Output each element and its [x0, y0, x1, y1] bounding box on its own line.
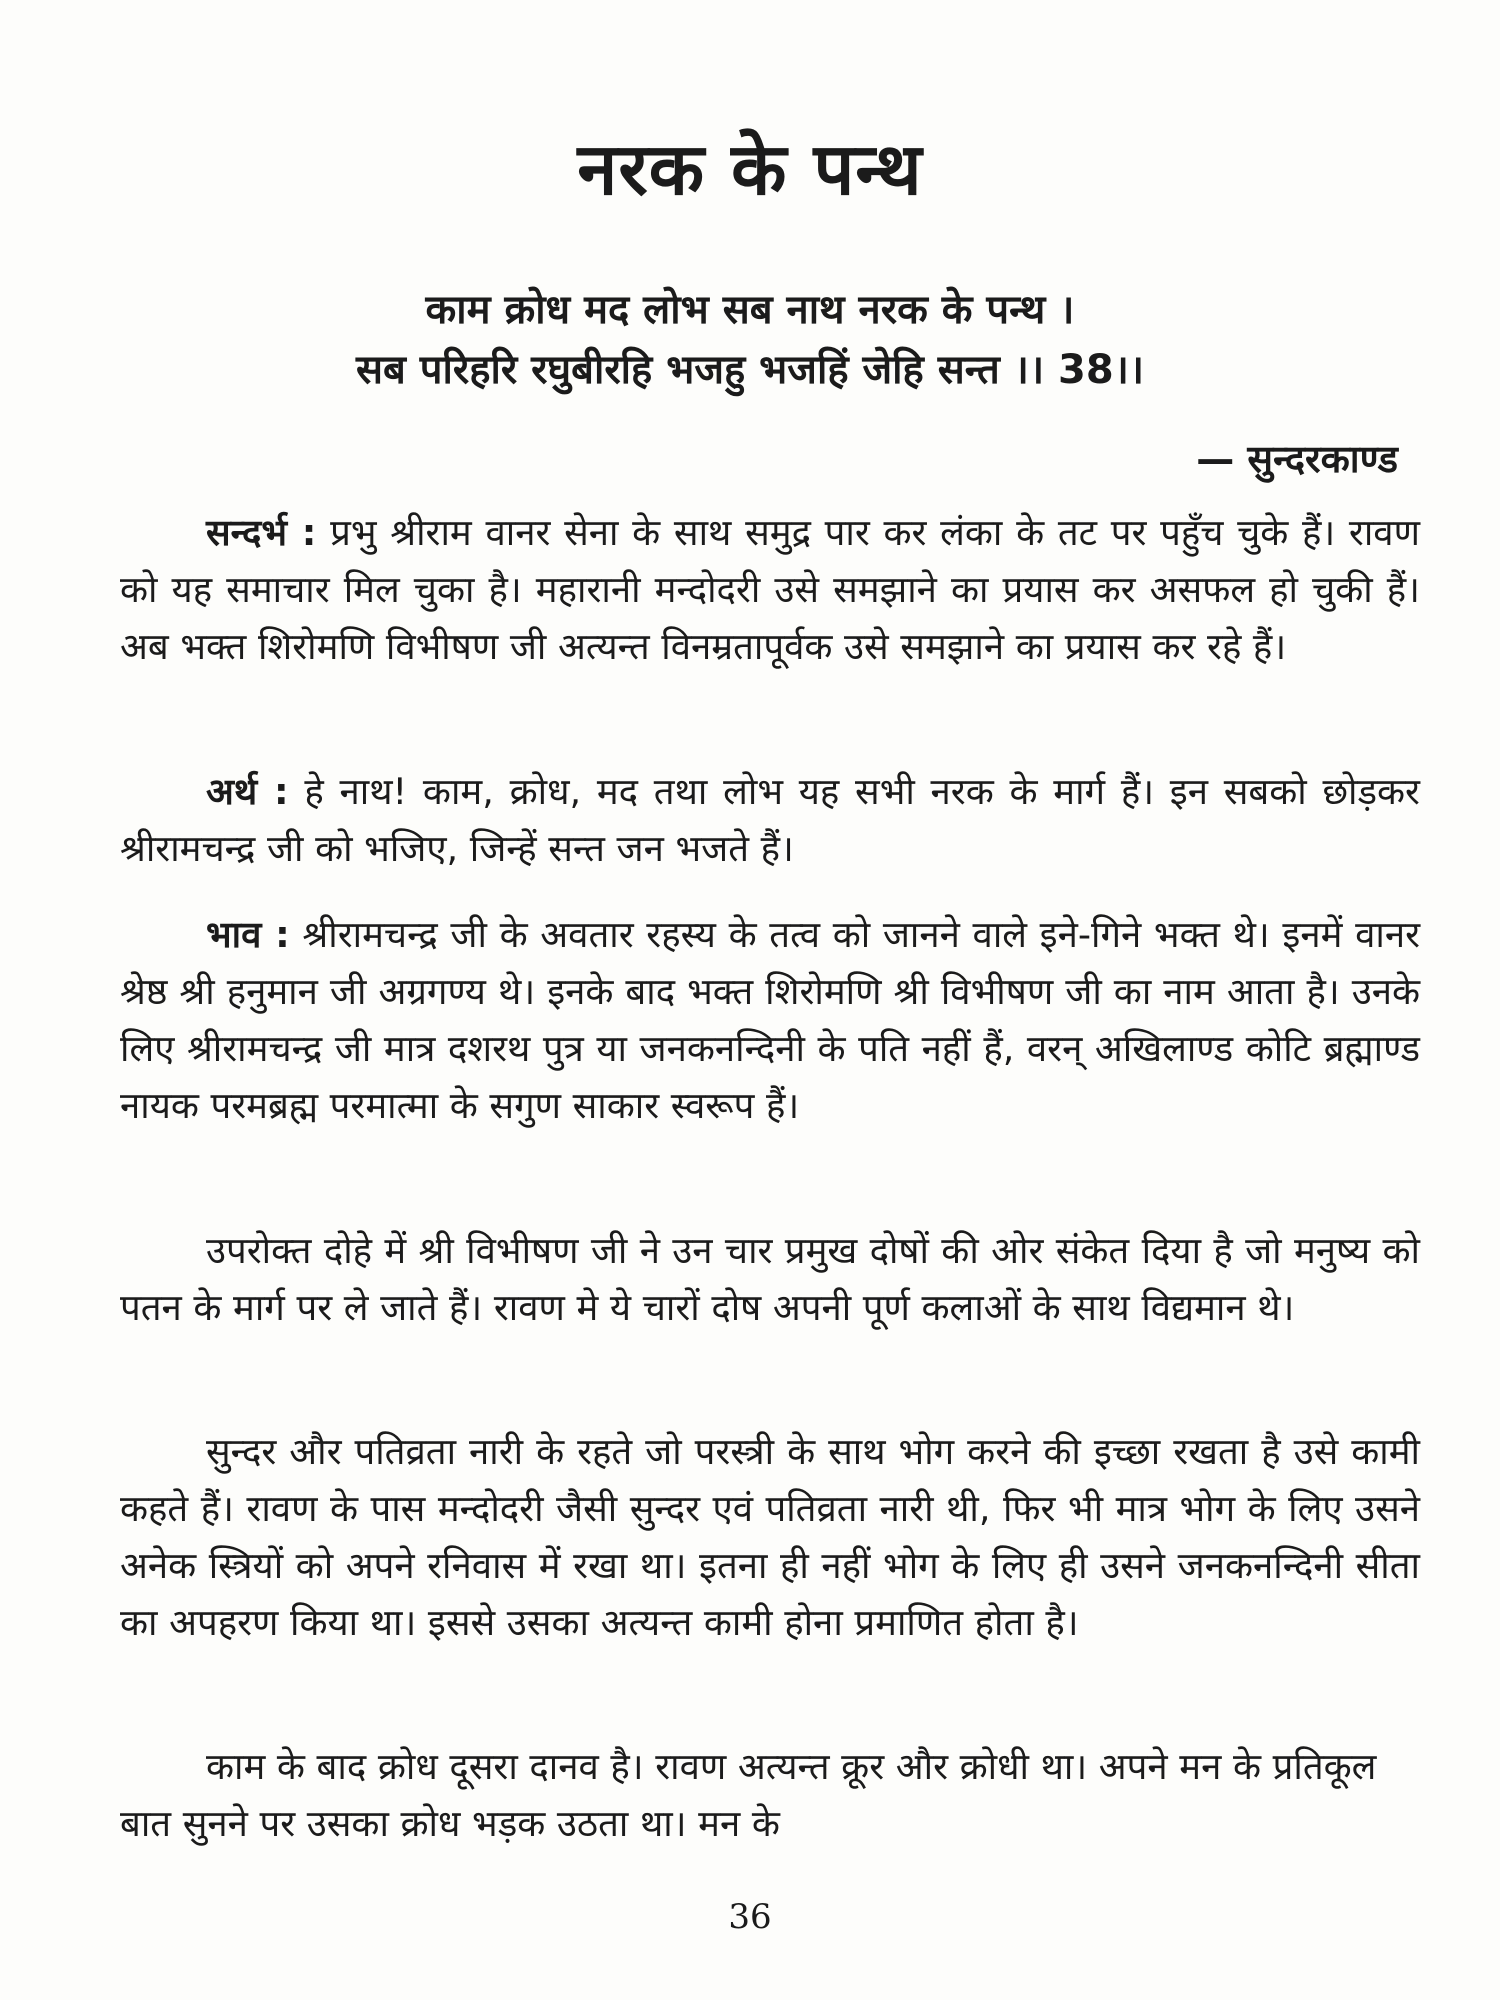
paragraph-text: श्रीरामचन्द्र जी के अवतार रहस्य के तत्व को जानने वाले इने-गिने भक्त थे। इनमें वानर श्रेष्ठ श्री हनुमान जी अग्रगण्य थे। इनके बाद भक्त शिरोमणि श्री विभीषण जी का नाम आता है। उनके लिए श्रीरामचन्द्र जी मात्र दशरथ पुत्र या जनकनन्दिनी के पति नहीं हैं, वरन् अखिलाण्ड कोटि ब्रह्माण्ड नायक परमब्रह्म परमात्मा के सगुण साकार स्वरूप हैं।	[120, 913, 1420, 1127]
paragraph-body	[120, 1738, 1420, 1852]
paragraph-body	[120, 1222, 1420, 1336]
paragraph-text: प्रभु श्रीराम वानर सेना के साथ समुद्र पार कर लंका के तट पर पहुँच चुके हैं। रावण को यह समाचार मिल चुका है। महारानी मन्दोदरी उसे समझाने का प्रयास कर असफल हो चुकी हैं। अब भक्त शिरोमणि विभीषण जी अत्यन्त विनम्रतापूर्वक उसे समझाने का प्रयास कर रहे हैं।	[120, 511, 1420, 668]
verse-line-2: सब परिहरि रघुबीरहि भजहु भजहिं जेहि सन्त ।। 38।।	[355, 347, 1145, 393]
paragraph-lead: भाव :	[206, 913, 290, 956]
paragraph-context	[120, 504, 1420, 675]
paragraph-meaning	[120, 763, 1420, 877]
verse-line-1: काम क्रोध मद लोभ सब नाथ नरक के पन्थ ।	[425, 287, 1075, 333]
paragraph-lead: सन्दर्भ :	[206, 511, 317, 554]
paragraph-text: काम के बाद क्रोध दूसरा दानव है। रावण अत्यन्त क्रूर और क्रोधी था। अपने मन के प्रतिकूल बात सुनने पर उसका क्रोध भड़क उठता था। मन के	[120, 1745, 1377, 1845]
paragraph-lead: अर्थ :	[206, 770, 289, 813]
verse-attribution: — सुन्दरकाण्ड	[1196, 437, 1398, 481]
paragraph-sentiment	[120, 906, 1420, 1134]
paragraph-text: हे नाथ! काम, क्रोध, मद तथा लोभ यह सभी नरक के मार्ग हैं। इन सबको छोड़कर श्रीरामचन्द्र जी को भजिए, जिन्हें सन्त जन भजते हैं।	[120, 770, 1420, 870]
page-number: 36	[728, 1897, 772, 1937]
paragraph-text: उपरोक्त दोहे में श्री विभीषण जी ने उन चार प्रमुख दोषों की ओर संकेत दिया है जो मनुष्य को पतन के मार्ग पर ले जाते हैं। रावण मे ये चारों दोष अपनी पूर्ण कलाओं के साथ विद्यमान थे।	[120, 1229, 1420, 1329]
paragraph-text: सुन्दर और पतिव्रता नारी के रहते जो परस्त्री के साथ भोग करने की इच्छा रखता है उसे कामी कहते हैं। रावण के पास मन्दोदरी जैसी सुन्दर एवं पतिव्रता नारी थी, फिर भी मात्र भोग के लिए उसने अनेक स्त्रियों को अपने रनिवास में रखा था। इतना ही नहीं भोग के लिए ही उसने जनकनन्दिनी सीता का अपहरण किया था। इससे उसका अत्यन्त कामी होना प्रमाणित होता है।	[120, 1430, 1420, 1644]
page-title: नरक के पन्थ	[577, 127, 923, 211]
paragraph-body	[120, 1423, 1420, 1651]
